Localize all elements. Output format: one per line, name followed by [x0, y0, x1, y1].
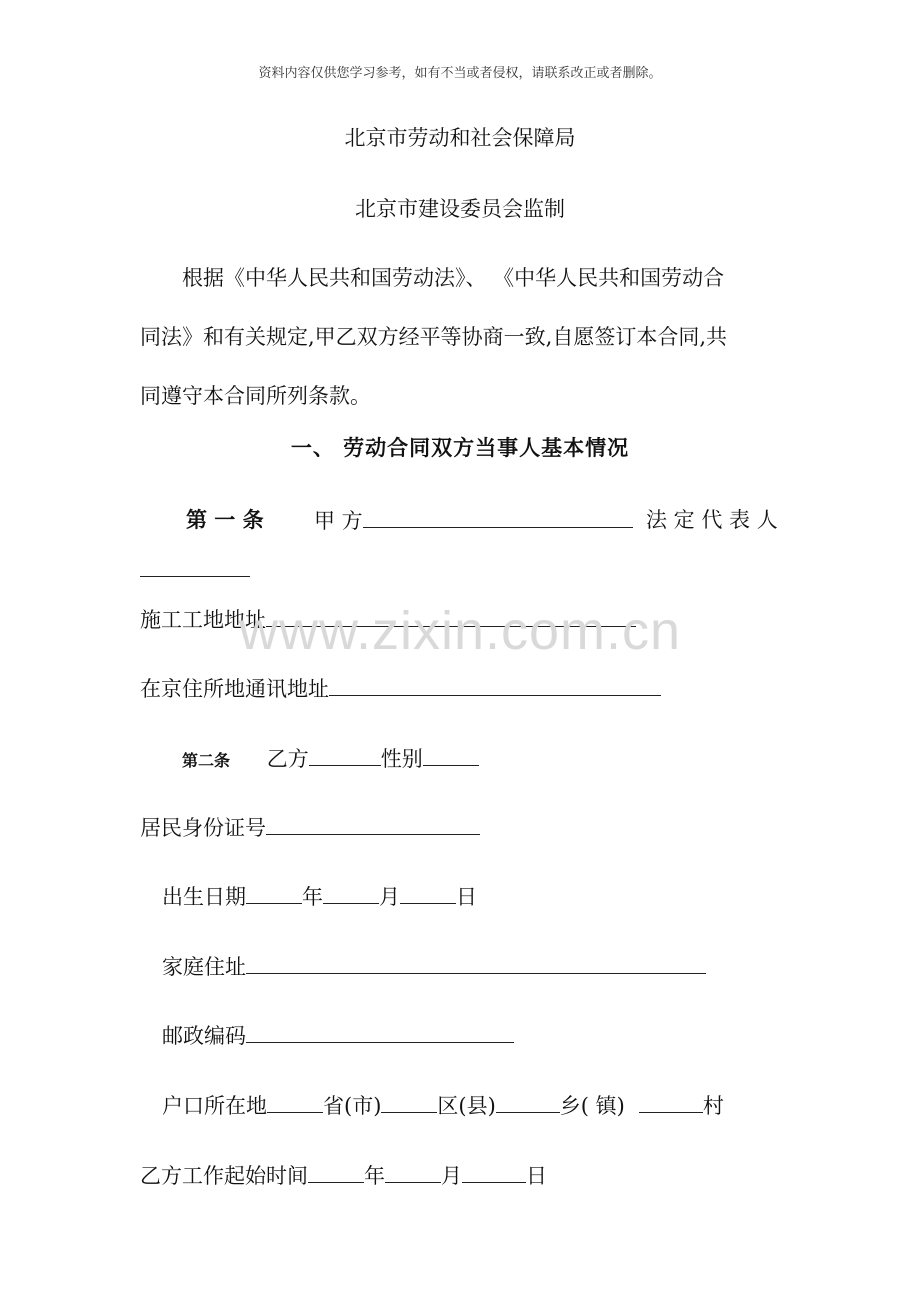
township-label: 乡( 镇): [559, 1094, 625, 1118]
article-2-number: 第二条: [182, 751, 231, 770]
village-blank[interactable]: [639, 1090, 703, 1113]
home-address-blank[interactable]: [246, 951, 706, 974]
gender-label: 性别: [380, 747, 423, 771]
hukou-row: [162, 1090, 724, 1121]
legal-rep-blank[interactable]: [140, 554, 250, 577]
beijing-address-row: [140, 673, 661, 704]
intro-paragraph: [140, 249, 780, 426]
disclaimer-text: 资料内容仅供您学习参考，如有不当或者侵权，请联系改正或者删除。: [258, 66, 662, 81]
birth-date-label: 出生日期: [162, 885, 246, 909]
article-2-row: [182, 743, 479, 776]
hukou-label: 户口所在地: [162, 1094, 267, 1118]
work-day-label: 日: [526, 1164, 547, 1188]
work-start-month-blank[interactable]: [385, 1160, 441, 1183]
authority-heading-1: 北京市劳动和社会保障局: [344, 126, 576, 150]
home-address-row: [162, 951, 706, 982]
birth-year-blank[interactable]: [246, 881, 302, 904]
work-start-label: 乙方工作起始时间: [140, 1164, 308, 1188]
article-1-number: 第 一 条: [186, 507, 264, 532]
home-address-label: 家庭住址: [162, 955, 246, 979]
village-label: 村: [702, 1094, 724, 1118]
legal-rep-label: 法 定 代 表 人: [646, 508, 778, 532]
district-blank[interactable]: [381, 1090, 437, 1113]
province-label: 省(市): [323, 1094, 382, 1118]
intro-line-3: 同遵守本合同所列条款。: [140, 384, 371, 408]
postcode-label: 邮政编码: [162, 1024, 246, 1048]
township-blank[interactable]: [496, 1090, 560, 1113]
party-a-row: [314, 505, 633, 536]
province-blank[interactable]: [267, 1090, 323, 1113]
birth-day-blank[interactable]: [400, 881, 456, 904]
work-start-row: [140, 1160, 547, 1191]
work-start-day-blank[interactable]: [462, 1160, 526, 1183]
work-start-year-blank[interactable]: [308, 1160, 364, 1183]
year-label: 年: [302, 885, 323, 909]
district-label: 区(县): [437, 1094, 496, 1118]
article-1-label: [186, 505, 264, 535]
watermark-text: www.zixin.com.cn: [238, 601, 682, 661]
beijing-address-label: 在京住所地通讯地址: [140, 677, 329, 701]
intro-line-2: 同法》和有关规定,甲乙双方经平等协商一致,自愿签订本合同,共: [140, 325, 728, 349]
work-month-label: 月: [441, 1164, 462, 1188]
beijing-address-blank[interactable]: [329, 673, 661, 696]
id-number-blank[interactable]: [266, 812, 480, 835]
work-year-label: 年: [364, 1164, 385, 1188]
birth-month-blank[interactable]: [323, 881, 379, 904]
birth-date-row: [162, 881, 477, 912]
party-b-blank[interactable]: [309, 743, 381, 766]
authority-heading-2: 北京市建设委员会监制: [355, 197, 565, 221]
party-a-blank[interactable]: [363, 505, 633, 528]
postcode-blank[interactable]: [246, 1020, 514, 1043]
postcode-row: [162, 1020, 514, 1051]
party-b-label: 乙方: [266, 747, 309, 771]
intro-line-1: 根据《中华人民共和国劳动法》、 《中华人民共和国劳动合: [182, 266, 725, 290]
site-address-label: 施工工地地址: [140, 608, 266, 632]
id-number-row: [140, 812, 480, 843]
month-label: 月: [379, 885, 400, 909]
gender-blank[interactable]: [423, 743, 479, 766]
day-label: 日: [456, 885, 477, 909]
id-number-label: 居民身份证号: [140, 816, 266, 840]
section-title: 一、 劳动合同双方当事人基本情况: [290, 435, 630, 460]
party-a-label: 甲 方: [314, 509, 363, 533]
